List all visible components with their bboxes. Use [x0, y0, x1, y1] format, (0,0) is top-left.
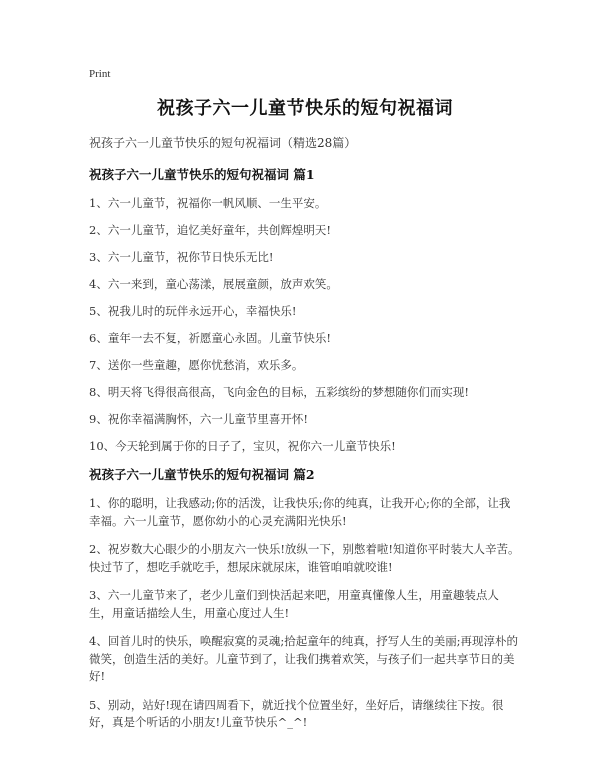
section-heading: 祝孩子六一儿童节快乐的短句祝福词 篇1	[89, 167, 315, 182]
document-page	[89, 68, 521, 743]
print-label[interactable]: Print	[89, 68, 111, 80]
list-item: 5、祝我儿时的玩伴永远开心，幸福快乐!	[89, 304, 297, 318]
list-item: 9、祝你幸福满胸怀，六一儿童节里喜开怀!	[89, 412, 308, 426]
list-item: 4、回首儿时的快乐，唤醒寂寞的灵魂;拾起童年的纯真，抒写人生的美丽;再现淳朴的微笑，创造生活的美好。儿童节到了，让我们携着欢笑，与孩子们一起共享节日的美好!	[89, 634, 519, 683]
list-item: 6、童年一去不复，祈愿童心永固。儿童节快乐!	[89, 331, 331, 345]
list-item: 2、祝岁数大心眼少的小朋友六一快乐!放纵一下，别憋着啦!知道你平时装大人辛苦。快过节了，想吃手就吃手，想尿床就尿床，谁管咱咱就咬谁!	[89, 542, 520, 574]
section-heading: 祝孩子六一儿童节快乐的短句祝福词 篇2	[89, 467, 315, 482]
list-item: 3、六一儿童节，祝你节日快乐无比!	[89, 250, 274, 264]
list-item: 10、今天轮到属于你的日子了，宝贝，祝你六一儿童节快乐!	[89, 439, 396, 453]
document-title: 祝孩子六一儿童节快乐的短句祝福词	[157, 98, 453, 119]
document-intro: 祝孩子六一儿童节快乐的短句祝福词（精选28篇）	[89, 136, 357, 150]
list-item: 2、六一儿童节，追忆美好童年，共创辉煌明天!	[89, 223, 331, 237]
list-item: 1、六一儿童节，祝福你一帆风顺、一生平安。	[89, 196, 327, 210]
list-item: 5、别动，站好!现在请四周看下，就近找个位置坐好，坐好后，请继续往下按。很好，真是个听话的小朋友!儿童节快乐^_^!	[89, 697, 504, 729]
list-item: 3、六一儿童节来了，老少儿童们到快活起来吧，用童真懂像人生，用童趣装点人生，用童话描绘人生，用童心度过人生!	[89, 588, 499, 620]
list-item: 8、明天将飞得很高很高，飞向金色的目标，五彩缤纷的梦想随你们而实现!	[89, 385, 469, 399]
list-item: 7、送你一些童趣，愿你忧愁消，欢乐多。	[89, 358, 304, 372]
list-item: 4、六一来到，童心荡漾，展展童颜，放声欢笑。	[89, 277, 338, 291]
section-1	[89, 165, 521, 456]
list-item: 1、你的聪明，让我感动;你的活泼，让我快乐;你的纯真，让我开心;你的全部，让我幸福。六一儿童节，愿你幼小的心灵充满阳光快乐!	[89, 496, 511, 528]
section-2	[89, 465, 521, 732]
